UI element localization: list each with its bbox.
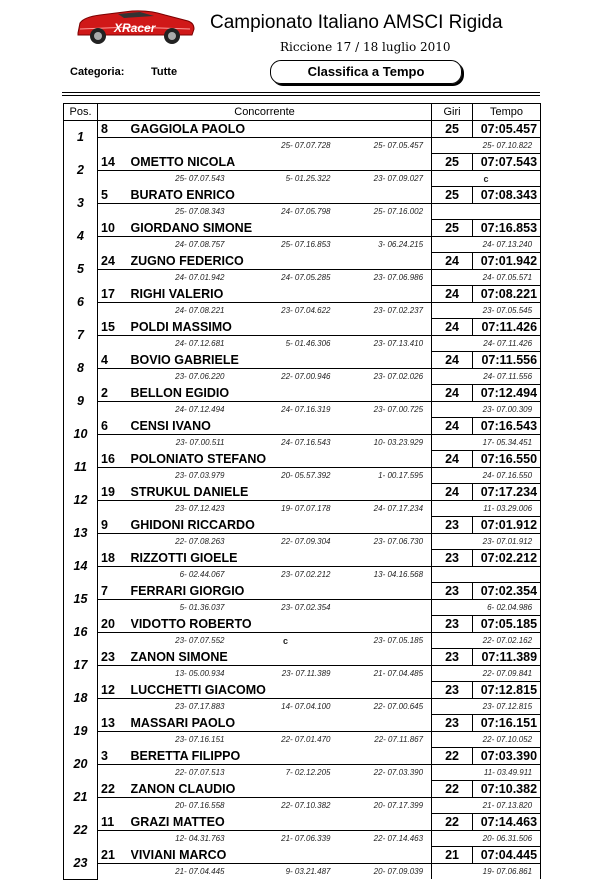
laps-count: 25: [432, 187, 473, 204]
heat-times-row: [64, 204, 541, 220]
heat-time: [432, 567, 541, 583]
position-cell: 13: [64, 517, 98, 550]
heat-time: 22- 07.09.304: [281, 537, 331, 547]
heat-time: 13- 05.00.934: [98, 666, 233, 682]
heat-time: 23- 07.07.552: [98, 633, 233, 649]
heat-time: 25- 07.10.822: [432, 138, 541, 154]
table-row: [64, 550, 541, 567]
best-time: 07:11.556: [473, 352, 541, 369]
laps-count: 23: [432, 517, 473, 534]
laps-count: 21: [432, 847, 473, 864]
position-cell: 3: [64, 187, 98, 220]
heat-times-row: [64, 831, 541, 847]
driver-name: BURATO ENRICO: [131, 187, 432, 204]
heat-times-row: [64, 171, 541, 187]
heat-time: 24- 07.12.681: [98, 336, 233, 352]
heat-time: 23- 07.17.883: [98, 699, 233, 715]
heat-time: 11- 03.29.006: [432, 501, 541, 517]
heat-times-row: [64, 468, 541, 484]
position-cell: 20: [64, 748, 98, 781]
heat-times-row: [64, 435, 541, 451]
heat-time: 23- 07.05.545: [432, 303, 541, 319]
driver-name: FERRARI GIORGIO: [131, 583, 432, 600]
heat-time: 21- 07.06.339: [281, 834, 331, 844]
table-row: [64, 451, 541, 468]
table-row: [64, 847, 541, 864]
heat-time: 24- 07.17.234: [339, 501, 432, 517]
table-row: [64, 286, 541, 303]
race-number: 15: [98, 319, 131, 336]
race-number: 12: [98, 682, 131, 699]
best-time: 07:11.426: [473, 319, 541, 336]
heat-time: 20- 07.17.399: [339, 798, 432, 814]
table-row: [64, 253, 541, 270]
heat-time: 22- 07.10.052: [432, 732, 541, 748]
heat-time: 3- 06.24.215: [339, 237, 432, 253]
best-time: 07:02.212: [473, 550, 541, 567]
heat-time: 25- 07.16.002: [339, 204, 432, 220]
table-header: [64, 104, 541, 121]
heat-time: 22- 07.14.463: [339, 831, 432, 847]
best-time: 07:07.543: [473, 154, 541, 171]
race-number: 8: [98, 121, 131, 138]
position-cell: 17: [64, 649, 98, 682]
heat-time: 24- 07.05.571: [432, 270, 541, 286]
heat-time: 7- 02.12.205: [285, 768, 331, 778]
table-row: [64, 781, 541, 798]
laps-count: 25: [432, 154, 473, 171]
heat-time: 23- 07.16.151: [98, 732, 233, 748]
driver-name: BOVIO GABRIELE: [131, 352, 432, 369]
best-time: 07:16.853: [473, 220, 541, 237]
heat-times-row: [64, 567, 541, 583]
heat-times-row: [64, 501, 541, 517]
heat-time: 24- 07.11.556: [432, 369, 541, 385]
heat-time: 22- 07.07.513: [98, 765, 233, 781]
heat-time: c: [282, 635, 288, 646]
heat-time: 22- 07.10.382: [281, 801, 331, 811]
heat-time: 23- 07.00.725: [339, 402, 432, 418]
heat-time: 23- 07.02.026: [339, 369, 432, 385]
heat-time: 25- 07.16.853: [281, 240, 331, 250]
heat-times-row: [64, 765, 541, 781]
driver-name: GIORDANO SIMONE: [131, 220, 432, 237]
laps-count: 24: [432, 253, 473, 270]
heat-time: 25- 07.07.728: [281, 141, 331, 151]
table-row: [64, 187, 541, 204]
driver-name: ZANON CLAUDIO: [131, 781, 432, 798]
heat-time: 23- 07.09.027: [339, 171, 432, 187]
race-number: 7: [98, 583, 131, 600]
heat-times-row: [64, 402, 541, 418]
driver-name: CENSI IVANO: [131, 418, 432, 435]
heat-time: 19- 07.06.861: [432, 864, 541, 880]
best-time: 07:10.382: [473, 781, 541, 798]
position-cell: 22: [64, 814, 98, 847]
driver-name: OMETTO NICOLA: [131, 154, 432, 171]
heat-time: 23- 07.12.423: [98, 501, 233, 517]
table-row: [64, 715, 541, 732]
best-time: 07:14.463: [473, 814, 541, 831]
col-tempo: Tempo: [473, 104, 541, 121]
heat-times-row: [64, 270, 541, 286]
heat-time: 14- 07.04.100: [281, 702, 331, 712]
best-time: 07:04.445: [473, 847, 541, 864]
heat-time: 23- 07.13.410: [339, 336, 432, 352]
heat-time: 23- 07.00.511: [98, 435, 233, 451]
heat-time: 6- 02.04.986: [432, 600, 541, 616]
driver-name: LUCCHETTI GIACOMO: [131, 682, 432, 699]
laps-count: 22: [432, 781, 473, 798]
table-row: [64, 814, 541, 831]
best-time: 07:01.942: [473, 253, 541, 270]
heat-time: 20- 07.09.039: [339, 864, 432, 880]
heat-time: 22- 07.09.841: [432, 666, 541, 682]
col-giri: Giri: [432, 104, 473, 121]
race-number: 23: [98, 649, 131, 666]
heat-time: 12- 04.31.763: [98, 831, 233, 847]
heat-time: 20- 05.57.392: [281, 471, 331, 481]
heat-time: 22- 07.02.162: [432, 633, 541, 649]
heat-times-row: [64, 336, 541, 352]
table-row: [64, 319, 541, 336]
laps-count: 23: [432, 649, 473, 666]
heat-time: [432, 204, 541, 220]
categoria-label: Categoria:: [70, 66, 125, 78]
driver-name: BERETTA FILIPPO: [131, 748, 432, 765]
laps-count: 25: [432, 220, 473, 237]
heat-time: 23- 07.12.815: [432, 699, 541, 715]
best-time: 07:11.389: [473, 649, 541, 666]
heat-time: 23- 07.00.309: [432, 402, 541, 418]
page-title: Campionato Italiano AMSCI Rigida: [210, 12, 503, 33]
heat-times-row: [64, 237, 541, 253]
driver-name: GHIDONI RICCARDO: [131, 517, 432, 534]
heat-times-row: [64, 534, 541, 550]
driver-name: VIDOTTO ROBERTO: [131, 616, 432, 633]
classifica-badge: Classifica a Tempo: [270, 60, 462, 84]
table-row: [64, 121, 541, 138]
race-number: 4: [98, 352, 131, 369]
heat-time: 19- 07.07.178: [281, 504, 331, 514]
driver-name: MASSARI PAOLO: [131, 715, 432, 732]
heat-time: 9- 03.21.487: [285, 867, 331, 876]
best-time: 07:16.550: [473, 451, 541, 468]
heat-time: 5- 01.46.306: [285, 339, 331, 349]
heat-time: 23- 07.02.354: [281, 603, 331, 613]
table-row: [64, 154, 541, 171]
laps-count: 23: [432, 583, 473, 600]
heat-time: 20- 07.16.558: [98, 798, 233, 814]
driver-name: RIZZOTTI GIOELE: [131, 550, 432, 567]
heat-time: 24- 07.16.550: [432, 468, 541, 484]
table-row: [64, 484, 541, 501]
position-cell: 23: [64, 847, 98, 880]
best-time: 07:08.343: [473, 187, 541, 204]
heat-time: 21- 07.13.820: [432, 798, 541, 814]
position-cell: 2: [64, 154, 98, 187]
heat-time: 17- 05.34.451: [432, 435, 541, 451]
position-cell: 6: [64, 286, 98, 319]
heat-time: 22- 07.00.946: [281, 372, 331, 382]
header-divider: [62, 92, 540, 93]
heat-time: 25- 07.05.457: [339, 138, 432, 154]
heat-time: 22- 07.00.645: [339, 699, 432, 715]
race-number: 13: [98, 715, 131, 732]
position-cell: 5: [64, 253, 98, 286]
race-number: 3: [98, 748, 131, 765]
heat-times-row: [64, 600, 541, 616]
best-time: 07:05.185: [473, 616, 541, 633]
driver-name: RIGHI VALERIO: [131, 286, 432, 303]
laps-count: 22: [432, 748, 473, 765]
position-cell: 9: [64, 385, 98, 418]
race-number: 14: [98, 154, 131, 171]
race-number: 9: [98, 517, 131, 534]
best-time: 07:16.543: [473, 418, 541, 435]
position-cell: 11: [64, 451, 98, 484]
race-number: 10: [98, 220, 131, 237]
heat-time: 24- 07.16.319: [281, 405, 331, 415]
position-cell: 4: [64, 220, 98, 253]
heat-time: 24- 07.16.543: [281, 438, 331, 448]
position-cell: 14: [64, 550, 98, 583]
heat-times-row: [64, 864, 541, 880]
heat-time: 13- 04.16.568: [339, 567, 432, 583]
col-concorrente: Concorrente: [98, 104, 432, 121]
table-row: [64, 649, 541, 666]
heat-time: 5- 01.36.037: [98, 600, 233, 616]
heat-time: 23- 07.06.986: [339, 270, 432, 286]
driver-name: GAGGIOLA PAOLO: [131, 121, 432, 138]
heat-times-row: [64, 798, 541, 814]
heat-time: 22- 07.01.470: [281, 735, 331, 745]
driver-name: POLONIATO STEFANO: [131, 451, 432, 468]
race-number: 24: [98, 253, 131, 270]
heat-time: 21- 07.04.485: [339, 666, 432, 682]
table-row: [64, 583, 541, 600]
race-number: 22: [98, 781, 131, 798]
table-row: [64, 352, 541, 369]
driver-name: BELLON EGIDIO: [131, 385, 432, 402]
heat-time: 22- 07.11.867: [339, 732, 432, 748]
laps-count: 24: [432, 286, 473, 303]
header-divider-2: [62, 95, 540, 96]
heat-time: 23- 07.02.212: [281, 570, 331, 580]
laps-count: 24: [432, 451, 473, 468]
laps-count: 23: [432, 682, 473, 699]
laps-count: 23: [432, 616, 473, 633]
driver-name: VIVIANI MARCO: [131, 847, 432, 864]
position-cell: 7: [64, 319, 98, 352]
race-number: 18: [98, 550, 131, 567]
heat-time: 24- 07.12.494: [98, 402, 233, 418]
table-row: [64, 418, 541, 435]
heat-time: 24- 07.11.426: [432, 336, 541, 352]
best-time: 07:05.457: [473, 121, 541, 138]
heat-time: [98, 138, 233, 154]
best-time: 07:12.494: [473, 385, 541, 402]
heat-time: 25- 07.07.543: [98, 171, 233, 187]
heat-time: 22- 07.03.390: [339, 765, 432, 781]
heat-time: 24- 07.01.942: [98, 270, 233, 286]
event-subtitle: Riccione 17 / 18 luglio 2010: [280, 40, 451, 54]
heat-time: 10- 03.23.929: [339, 435, 432, 451]
heat-time: 24- 07.13.240: [432, 237, 541, 253]
driver-name: ZANON SIMONE: [131, 649, 432, 666]
position-cell: 1: [64, 121, 98, 154]
race-number: 17: [98, 286, 131, 303]
laps-count: 24: [432, 352, 473, 369]
heat-time: 24- 07.05.798: [281, 207, 331, 217]
heat-times-row: [64, 138, 541, 154]
race-number: 19: [98, 484, 131, 501]
best-time: 07:16.151: [473, 715, 541, 732]
position-cell: 18: [64, 682, 98, 715]
heat-time: [339, 600, 432, 616]
position-cell: 16: [64, 616, 98, 649]
laps-count: 24: [432, 385, 473, 402]
laps-count: 22: [432, 814, 473, 831]
race-number: 20: [98, 616, 131, 633]
heat-times-row: [64, 303, 541, 319]
results-table: [63, 103, 541, 880]
heat-time: 23- 07.01.912: [432, 534, 541, 550]
table-row: [64, 748, 541, 765]
driver-name: POLDI MASSIMO: [131, 319, 432, 336]
heat-time: 22- 07.08.263: [98, 534, 233, 550]
best-time: 07:02.354: [473, 583, 541, 600]
race-number: 21: [98, 847, 131, 864]
table-row: [64, 385, 541, 402]
laps-count: 24: [432, 418, 473, 435]
table-row: [64, 682, 541, 699]
laps-count: 23: [432, 550, 473, 567]
position-cell: 19: [64, 715, 98, 748]
position-cell: 10: [64, 418, 98, 451]
heat-times-row: [64, 369, 541, 385]
race-number: 11: [98, 814, 131, 831]
laps-count: 24: [432, 319, 473, 336]
laps-count: 23: [432, 715, 473, 732]
race-number: 16: [98, 451, 131, 468]
table-row: [64, 616, 541, 633]
heat-time: 24- 07.08.221: [98, 303, 233, 319]
heat-time: 23- 07.04.622: [281, 306, 331, 316]
xracer-logo: [70, 5, 200, 47]
laps-count: 24: [432, 484, 473, 501]
heat-time: 5- 01.25.322: [285, 174, 331, 184]
table-row: [64, 220, 541, 237]
heat-time: 25- 07.08.343: [98, 204, 233, 220]
heat-times-row: [64, 666, 541, 682]
heat-time: 21- 07.04.445: [98, 864, 233, 880]
heat-time: 24- 07.08.757: [98, 237, 233, 253]
race-number: 2: [98, 385, 131, 402]
position-cell: 8: [64, 352, 98, 385]
race-number: 6: [98, 418, 131, 435]
best-time: 07:12.815: [473, 682, 541, 699]
heat-time: 23- 07.06.220: [98, 369, 233, 385]
race-number: 5: [98, 187, 131, 204]
heat-time: c: [432, 171, 541, 187]
logo-text: XRacer: [114, 21, 156, 35]
driver-name: ZUGNO FEDERICO: [131, 253, 432, 270]
position-cell: 12: [64, 484, 98, 517]
laps-count: 25: [432, 121, 473, 138]
heat-time: 1- 00.17.595: [339, 468, 432, 484]
best-time: 07:03.390: [473, 748, 541, 765]
heat-time: 23- 07.05.185: [339, 633, 432, 649]
categoria-value: Tutte: [151, 66, 178, 78]
heat-time: 23- 07.02.237: [339, 303, 432, 319]
best-time: 07:17.234: [473, 484, 541, 501]
heat-time: 23- 07.11.389: [281, 669, 331, 679]
heat-times-row: [64, 699, 541, 715]
heat-time: 6- 02.44.067: [98, 567, 233, 583]
driver-name: GRAZI MATTEO: [131, 814, 432, 831]
heat-time: 20- 06.31.506: [432, 831, 541, 847]
best-time: 07:01.912: [473, 517, 541, 534]
col-pos: Pos.: [64, 104, 98, 121]
heat-time: 23- 07.03.979: [98, 468, 233, 484]
heat-times-row: [64, 633, 541, 649]
position-cell: 15: [64, 583, 98, 616]
heat-times-row: [64, 732, 541, 748]
position-cell: 21: [64, 781, 98, 814]
heat-time: 11- 03.49.911: [432, 765, 541, 781]
best-time: 07:08.221: [473, 286, 541, 303]
driver-name: STRUKUL DANIELE: [131, 484, 432, 501]
heat-time: 23- 07.06.730: [339, 534, 432, 550]
heat-time: 24- 07.05.285: [281, 273, 331, 283]
table-row: [64, 517, 541, 534]
